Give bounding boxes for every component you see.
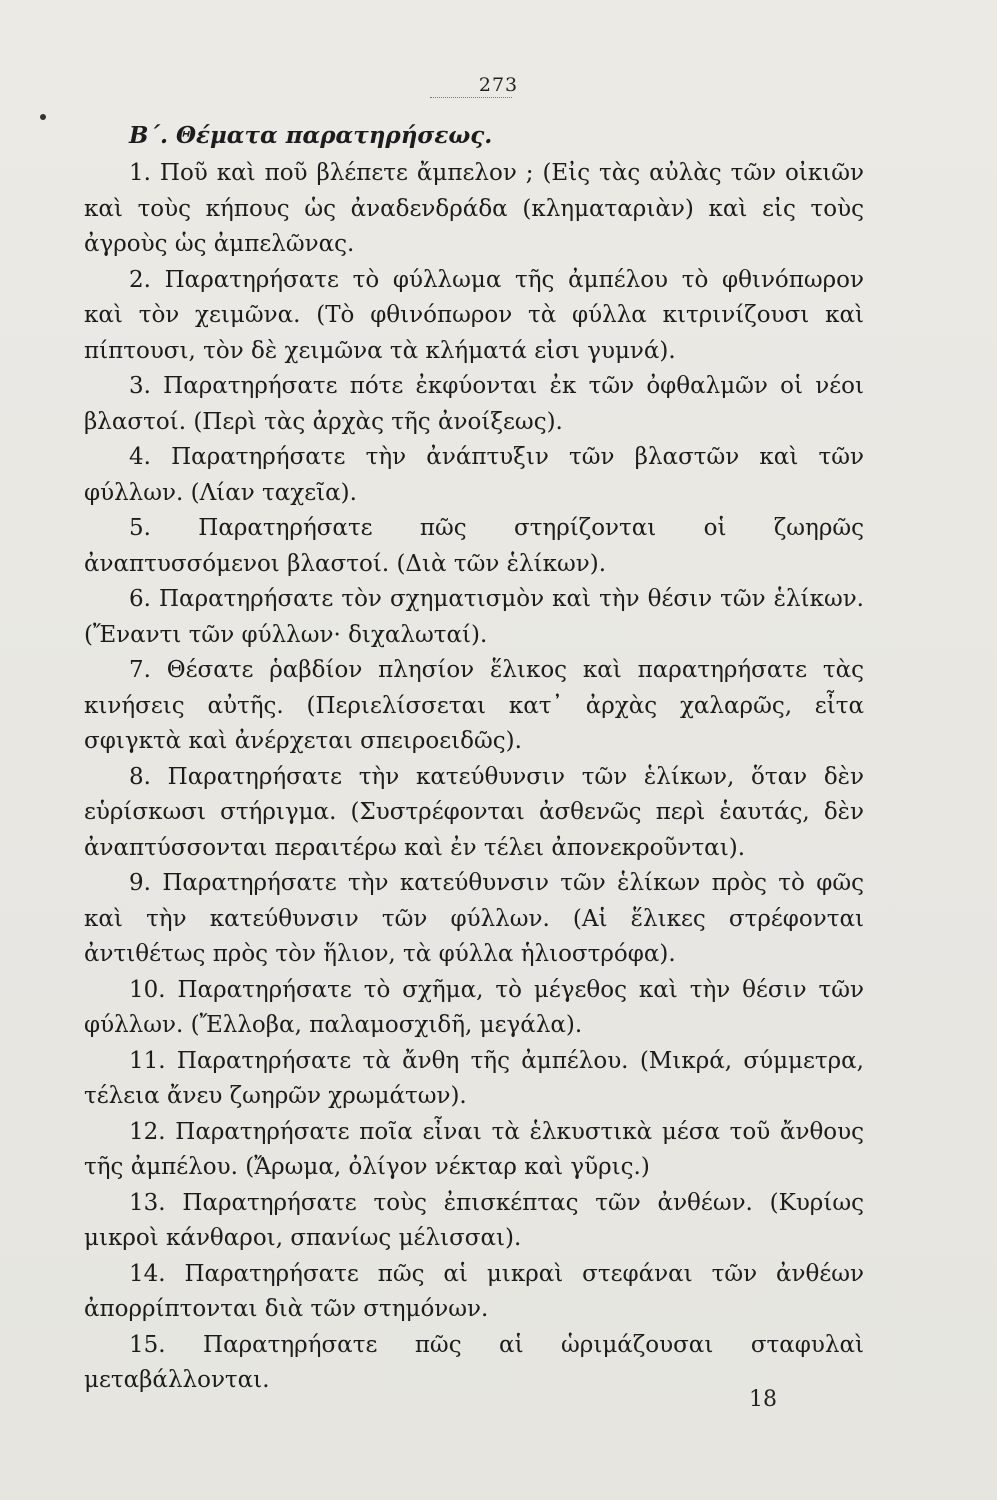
margin-mark bbox=[40, 114, 46, 120]
observation-item: 3. Παρατηρήσατε πότε ἐκφύονται ἐκ τῶν ὀφθαλμῶν οἱ νέοι βλαστοί. (Περὶ τὰς ἀρχὰς τῆς ἀνοίξεως). bbox=[84, 373, 864, 435]
observation-item: 5. Παρατηρήσατε πῶς στηρίζονται οἱ ζωηρῶς ἀναπτυσσόμενοι βλαστοί. (Διὰ τῶν ἑλίκων). bbox=[84, 515, 864, 577]
observation-item: 6. Παρατηρήσατε τὸν σχηματισμὸν καὶ τὴν θέσιν τῶν ἑλίκων. (Ἔναντι τῶν φύλλων· διχαλωταί). bbox=[84, 586, 864, 648]
observation-item: 1. Ποῦ καὶ ποῦ βλέπετε ἄμπελον ; (Εἰς τὰς αὐλὰς τῶν οἰκιῶν καὶ τοὺς κήπους ὡς ἀναδενδράδα (κληματαριὰν) καὶ εἰς τοὺς ἀγροὺς ὡς ἀμπελῶνας. bbox=[84, 160, 864, 257]
observation-item: 11. Παρατηρήσατε τὰ ἄνθη τῆς ἀμπέλου. (Μικρά, σύμμετρα, τέλεια ἄνευ ζωηρῶν χρωμάτων). bbox=[84, 1047, 864, 1109]
observation-item: 7. Θέσατε ῥαβδίον πλησίον ἕλικος καὶ παρατηρήσατε τὰς κινήσεις αὐτῆς. (Περιελίσσεται κατ᾽ ἀρχὰς χαλαρῶς, εἶτα σφιγκτὰ καὶ ἀνέρχεται σπειροειδῶς). bbox=[84, 657, 864, 754]
signature-mark: 18 bbox=[749, 1387, 777, 1412]
observation-item: 15. Παρατηρήσατε πῶς αἱ ὡριμάζουσαι σταφυλαὶ μεταβάλλονται. bbox=[84, 1331, 864, 1393]
observation-item: 2. Παρατηρήσατε τὸ φύλλωμα τῆς ἀμπέλου τὸ φθινόπωρον καὶ τὸν χειμῶνα. (Τὸ φθινόπωρον τὰ φύλλα κιτρινίζουσι καὶ πίπτουσι, τὸν δὲ χειμῶνα τὰ κλήματά εἰσι γυμνά). bbox=[84, 266, 864, 364]
observation-item: 14. Παρατηρήσατε πῶς αἱ μικραὶ στεφάναι τῶν ἀνθέων ἀπορρίπτονται διὰ τῶν στημόνων. bbox=[84, 1260, 864, 1322]
observation-item: 10. Παρατηρήσατε τὸ σχῆμα, τὸ μέγεθος καὶ τὴν θέσιν τῶν φύλλων. (Ἔλλοβα, παλαμοσχιδῆ, μεγάλα). bbox=[84, 976, 864, 1038]
page-number-rule bbox=[430, 97, 512, 98]
page-body bbox=[84, 118, 864, 1399]
observation-item: 9. Παρατηρήσατε τὴν κατεύθυνσιν τῶν ἑλίκων πρὸς τὸ φῶς καὶ τὴν κατεύθυνσιν τῶν φύλλων. (Αἱ ἕλικες στρέφονται ἀντιθέτως πρὸς τὸν ἥλιον, τὰ φύλλα ἡλιοστρόφα). bbox=[84, 870, 864, 967]
page-number: 273 bbox=[478, 74, 519, 96]
section-title: Β΄. Θέματα παρατηρήσεως. bbox=[129, 122, 493, 149]
observation-item: 12. Παρατηρήσατε ποῖα εἶναι τὰ ἑλκυστικὰ μέσα τοῦ ἄνθους τῆς ἀμπέλου. (Ἄρωμα, ὀλίγον νέκταρ καὶ γῦρις.) bbox=[84, 1118, 864, 1180]
observation-item: 4. Παρατηρήσατε τὴν ἀνάπτυξιν τῶν βλαστῶν καὶ τῶν φύλλων. (Λίαν ταχεῖα). bbox=[84, 444, 864, 506]
observation-item: 13. Παρατηρήσατε τοὺς ἐπισκέπτας τῶν ἀνθέων. (Κυρίως μικροὶ κάνθαροι, σπανίως μέλισσαι). bbox=[84, 1189, 864, 1251]
observation-item: 8. Παρατηρήσατε τὴν κατεύθυνσιν τῶν ἑλίκων, ὅταν δὲν εὑρίσκωσι στήριγμα. (Συστρέφονται ἀσθενῶς περὶ ἑαυτάς, δὲν ἀναπτύσσονται περαιτέρω καὶ ἐν τέλει ἀπονεκροῦνται). bbox=[84, 763, 864, 861]
